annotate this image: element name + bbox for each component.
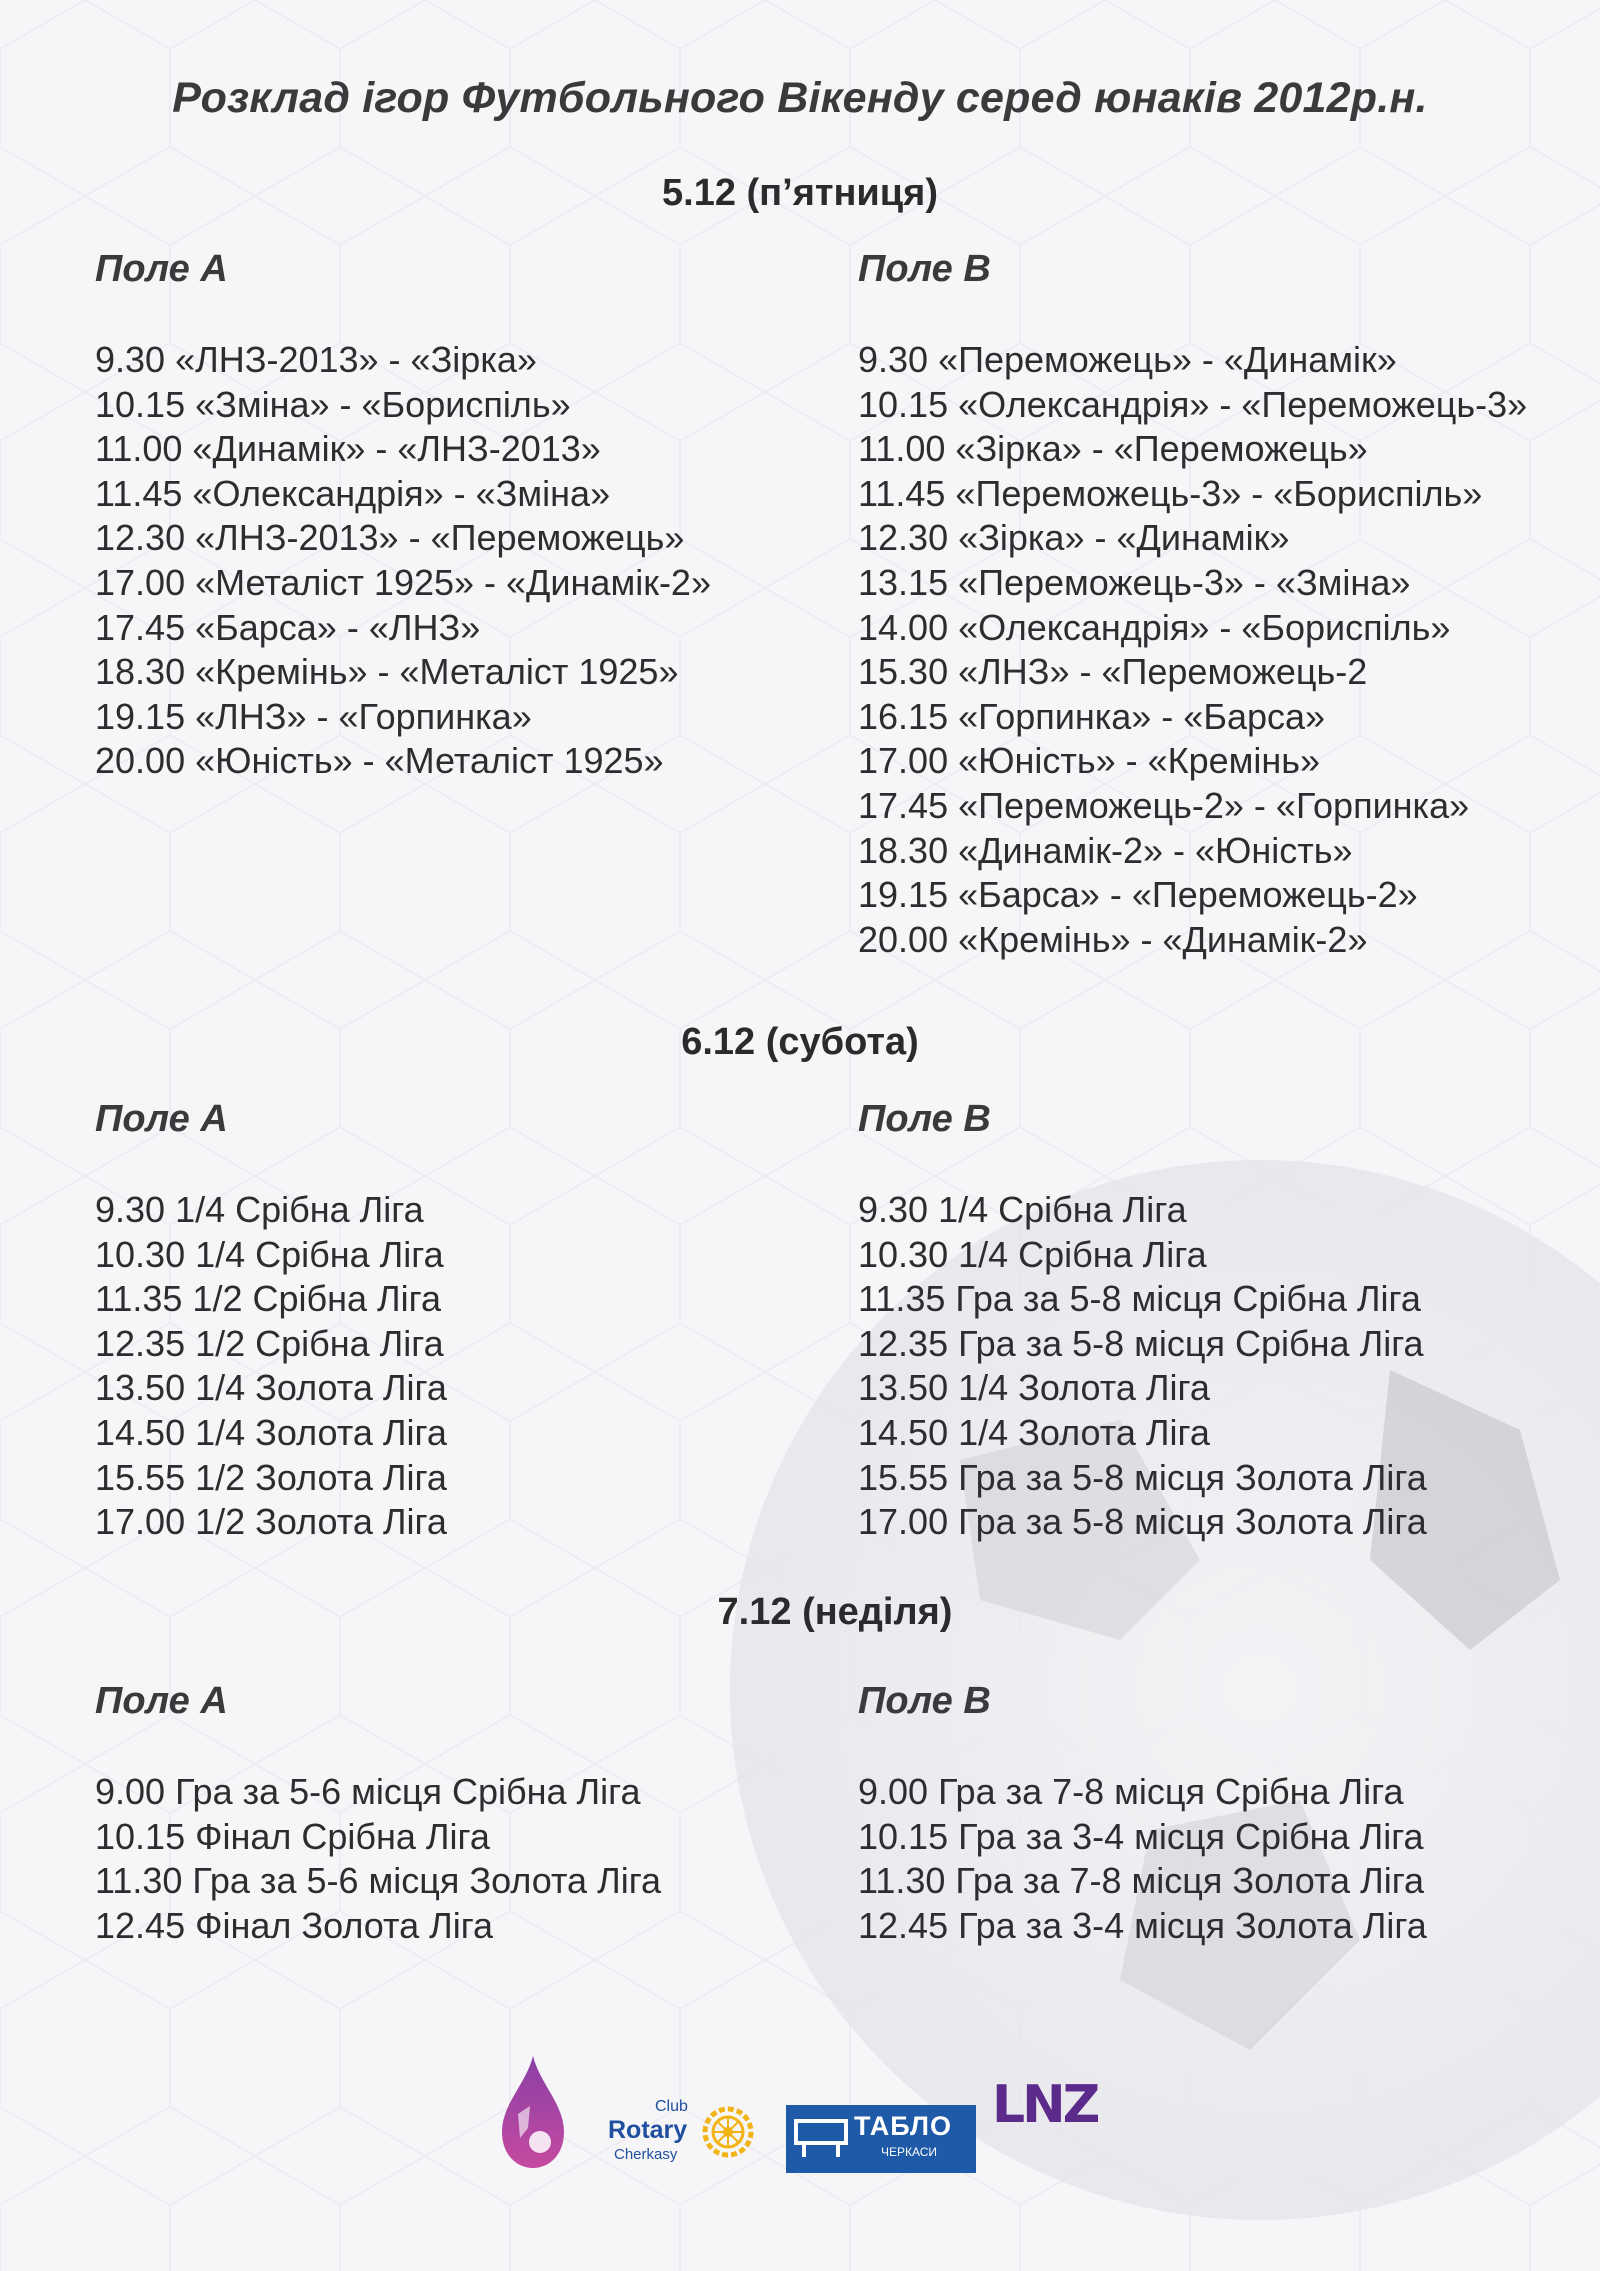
list-item: 18.30 «Динамік-2» - «Юність» <box>858 829 1353 871</box>
list-item: 10.15 «Олександрія» - «Переможець-3» <box>858 383 1528 425</box>
rotary-name-text: Rotary <box>608 2116 688 2144</box>
list-item: 11.35 Гра за 5-8 місця Срібна Ліга <box>858 1278 1421 1320</box>
field-b-title: Поле В <box>858 248 991 290</box>
list-item: 11.30 Гра за 7-8 місця Золота Ліга <box>858 1860 1425 1902</box>
schedule-list-saturday-field-b <box>858 1188 1427 1545</box>
list-item: 18.30 «Кремінь» - «Металіст 1925» <box>95 651 679 693</box>
field-a-title: Поле А <box>95 1098 228 1140</box>
list-item: 10.30 1/4 Срібна Ліга <box>95 1233 444 1275</box>
rotary-wheel-icon <box>702 2106 754 2158</box>
list-item: 14.50 1/4 Золота Ліга <box>95 1411 447 1453</box>
list-item: 10.15 Фінал Срібна Ліга <box>95 1815 490 1857</box>
day-heading-sunday: 7.12 (неділя) <box>717 1591 953 1633</box>
list-item: 9.00 Гра за 7-8 місця Срібна Ліга <box>858 1771 1404 1812</box>
list-item: 9.00 Гра за 5-6 місця Срібна Ліга <box>95 1771 641 1812</box>
day-heading-saturday: 6.12 (субота) <box>681 1021 919 1063</box>
field-b-title: Поле В <box>858 1680 991 1722</box>
list-item: 10.15 «Зміна» - «Бориспіль» <box>95 383 571 425</box>
list-item: 19.15 «Барса» - «Переможець-2» <box>858 874 1418 916</box>
schedule-list-saturday-field-a <box>95 1188 447 1545</box>
list-item: 11.45 «Переможець-3» - «Бориспіль» <box>858 472 1483 514</box>
list-item: 12.30 «Зірка» - «Динамік» <box>858 517 1290 559</box>
list-item: 12.45 Гра за 3-4 місця Золота Ліга <box>858 1904 1427 1946</box>
list-item: 10.30 1/4 Срібна Ліга <box>858 1233 1207 1275</box>
list-item: 9.30 1/4 Срібна Ліга <box>95 1189 424 1230</box>
list-item: 17.00 «Юність» - «Кремінь» <box>858 740 1321 782</box>
field-a-title: Поле А <box>95 1680 228 1722</box>
list-item: 14.00 «Олександрія» - «Бориспіль» <box>858 606 1451 648</box>
list-item: 17.00 1/2 Золота Ліга <box>95 1501 447 1543</box>
list-item: 13.15 «Переможець-3» - «Зміна» <box>858 561 1411 603</box>
list-item: 15.55 Гра за 5-8 місця Золота Ліга <box>858 1456 1427 1498</box>
rotary-club-text: Club <box>655 2098 688 2115</box>
tablo-logo <box>786 2105 976 2173</box>
schedule-list-sunday-field-b <box>858 1770 1427 1948</box>
list-item: 17.00 «Металіст 1925» - «Динамік-2» <box>95 561 711 603</box>
field-a-title: Поле А <box>95 248 228 290</box>
list-item: 12.30 «ЛНЗ-2013» - «Переможець» <box>95 517 685 559</box>
list-item: 17.45 «Переможець-2» - «Горпинка» <box>858 784 1470 826</box>
list-item: 12.45 Фінал Золота Ліга <box>95 1904 494 1946</box>
list-item: 11.30 Гра за 5-6 місця Золота Ліга <box>95 1860 662 1902</box>
list-item: 15.55 1/2 Золота Ліга <box>95 1456 447 1498</box>
tablo-word: ТАБЛО <box>854 2111 952 2141</box>
list-item: 14.50 1/4 Золота Ліга <box>858 1411 1210 1453</box>
list-item: 16.15 «Горпинка» - «Барса» <box>858 695 1326 737</box>
list-item: 20.00 «Кремінь» - «Динамік-2» <box>858 918 1368 960</box>
list-item: 11.00 «Зірка» - «Переможець» <box>858 428 1368 470</box>
list-item: 17.00 Гра за 5-8 місця Золота Ліга <box>858 1501 1427 1543</box>
day-heading-friday: 5.12 (п’ятниця) <box>662 172 938 214</box>
list-item: 19.15 «ЛНЗ» - «Горпинка» <box>95 695 532 737</box>
list-item: 20.00 «Юність» - «Металіст 1925» <box>95 740 664 782</box>
list-item: 17.45 «Барса» - «ЛНЗ» <box>95 606 481 648</box>
list-item: 13.50 1/4 Золота Ліга <box>858 1367 1210 1409</box>
schedule-list-friday-field-b <box>858 338 1527 962</box>
scoreboard-icon <box>794 2119 848 2159</box>
tablo-city: ЧЕРКАСИ <box>881 2145 938 2159</box>
list-item: 10.15 Гра за 3-4 місця Срібна Ліга <box>858 1815 1424 1857</box>
list-item: 11.00 «Динамік» - «ЛНЗ-2013» <box>95 428 601 470</box>
list-item: 12.35 Гра за 5-8 місця Срібна Ліга <box>858 1322 1424 1364</box>
list-item: 13.50 1/4 Золота Ліга <box>95 1367 447 1409</box>
schedule-list-friday-field-a <box>95 338 711 784</box>
rotary-city-text: Cherkasy <box>614 2146 678 2163</box>
schedule-list-sunday-field-a <box>95 1770 661 1948</box>
list-item: 15.30 «ЛНЗ» - «Переможець-2 <box>858 651 1368 693</box>
list-item: 12.35 1/2 Срібна Ліга <box>95 1322 444 1364</box>
field-b-title: Поле В <box>858 1098 991 1140</box>
football-cup-logo-icon <box>498 2054 568 2172</box>
list-item: 11.35 1/2 Срібна Ліга <box>95 1278 441 1320</box>
list-item: 9.30 «Переможець» - «Динамік» <box>858 339 1397 380</box>
list-item: 11.45 «Олександрія» - «Зміна» <box>95 472 611 514</box>
lnz-logo: LNZ <box>992 2075 1098 2135</box>
page-title: Розклад ігор Футбольного Вікенду серед юнаків 2012р.н. <box>172 74 1428 122</box>
list-item: 9.30 «ЛНЗ-2013» - «Зірка» <box>95 339 537 380</box>
sponsor-logos <box>480 2050 1120 2180</box>
list-item: 9.30 1/4 Срібна Ліга <box>858 1189 1187 1230</box>
